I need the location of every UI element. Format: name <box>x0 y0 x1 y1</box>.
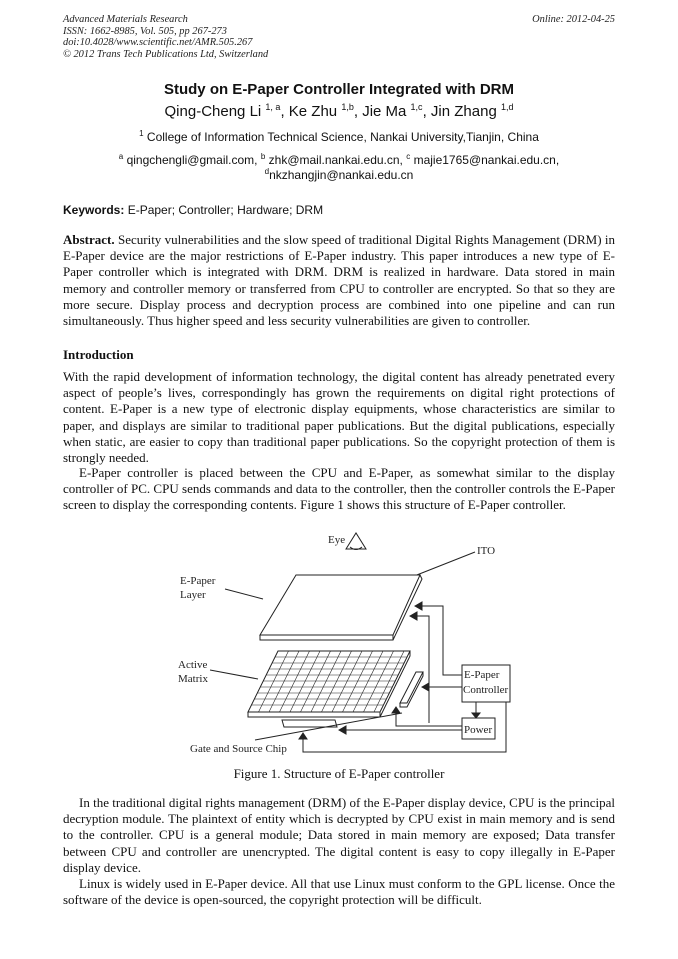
epaper-layer-shape <box>260 575 422 640</box>
copyright: © 2012 Trans Tech Publications Ltd, Switzerland <box>63 48 269 60</box>
svg-text:Controller: Controller <box>463 684 509 696</box>
svg-text:Layer: Layer <box>180 589 206 601</box>
arrow-icon <box>472 713 480 718</box>
svg-text:Matrix: Matrix <box>178 673 208 685</box>
journal-header <box>63 14 268 60</box>
author-sup: 1,d <box>500 102 514 112</box>
figure-caption: Figure 1. Structure of E-Paper controller <box>233 766 445 781</box>
paper-title: Study on E-Paper Controller Integrated with DRM <box>163 81 515 98</box>
keywords-text: E-Paper; Controller; Hardware; DRM <box>127 203 324 217</box>
arrow-icon <box>339 726 346 734</box>
svg-text:Power: Power <box>464 724 493 736</box>
author-name: Ke Zhu <box>288 103 338 120</box>
email-link[interactable]: nkzhangjin@nankai.edu.cn <box>269 168 414 182</box>
ito-label: ITO <box>477 545 496 557</box>
active-matrix-label: Active <box>178 659 208 671</box>
email-sup: d <box>264 167 270 176</box>
arrow-icon <box>299 733 307 739</box>
author-sup: 1,c <box>410 102 423 112</box>
abstract-text: Security vulnerabilities and the slow speed of traditional Digital Rights Management (DRM) in E-Paper device are the major restrictions of E-Paper industry. This paper introduces a new type of E-Paper controller which is integrated with DRM. DRM is realized in hardware. Data stored in main memory and controller memory or transferred from CPU to controller are encrypted. So that so they are more secure. Display process and decryption process are combined into one pipeline and can run simultaneously. Thus higher speed and less security vulnerabilities are given to controller. <box>63 232 616 329</box>
author-sup: 1,b <box>341 102 354 112</box>
email-list <box>0 153 678 183</box>
keywords <box>63 203 323 217</box>
gate-source-chip-label: Gate and Source Chip <box>190 743 287 755</box>
arrow-icon <box>392 707 400 713</box>
author-sup: 1, a <box>265 102 281 112</box>
email-link[interactable]: majie1765@nankai.edu.cn, <box>413 153 560 167</box>
intro-paragraph-2: E-Paper controller is placed between the CPU and E-Paper, as somewhat similar to the display controller of PC. CPU sends commands and data to the controller, then the controller controls the E-Paper screen to display the corresponding contents. Figure 1 shows this structure of E-Paper controller. <box>63 465 615 513</box>
affiliation-text: College of Information Technical Science, Nankai University,Tianjin, China <box>146 130 539 144</box>
journal-name: Advanced Materials Research <box>63 14 188 25</box>
email-link[interactable]: zhk@mail.nankai.edu.cn, <box>268 153 403 167</box>
email-sup: a <box>118 152 124 161</box>
author-list: Qing-Cheng Li $^{1, a}$, Ke Zhu $^{1,b}$, Jie Ma $^{1,c}$, Jin Zhang $^{1,d}$ <box>164 102 514 120</box>
eye-label: Eye <box>328 534 346 546</box>
affiliation-sup: 1 <box>139 129 144 138</box>
arrow-icon <box>410 612 417 620</box>
intro-paragraph-1: With the rapid development of information technology, the digital content has already penetrated every aspect of people’s lives, correspondingly has grown the requirements on digital right protections of content. E-Paper is a new type of electronic display equipments, whose characteristics are similar to paper, and displays are similar to traditional paper publications. But the digital publications, especially when static, are easier to copy than traditional paper publications. So the copyright protection of them is strongly needed. <box>63 369 615 466</box>
email-sup: b <box>260 152 266 161</box>
author-name: Qing-Cheng Li <box>164 103 262 120</box>
author-name: Jie Ma <box>362 103 407 120</box>
email-sup: c <box>406 152 411 161</box>
arrow-icon <box>415 602 422 610</box>
abstract <box>63 232 615 329</box>
online-date: Online: 2012-04-25 <box>532 14 615 25</box>
email-link[interactable]: qingchengli@gmail.com, <box>126 153 258 167</box>
author-name: Jin Zhang <box>430 103 497 120</box>
body-paragraph-1: In the traditional digital rights management (DRM) of the E-Paper display device, CPU is the principal decryption module. The plaintext of entity which is decrypted by CPU exist in main memory and is send to the controller. CPU is a general module; Data stored in main memory are exposed; Data transfer between CPU and controller are unencrypted. The digital content is easy to copy illegally in E-Paper display device. <box>63 795 615 875</box>
doi: doi:10.4028/www.scientific.net/AMR.505.267 <box>63 37 253 48</box>
figure-1-diagram <box>170 527 520 762</box>
keywords-label: Keywords: <box>63 203 125 217</box>
abstract-label: Abstract. <box>63 232 115 247</box>
issn: ISSN: 1662-8985, Vol. 505, pp 267-273 <box>63 25 227 37</box>
eye-icon <box>346 533 366 550</box>
arrow-icon <box>422 683 429 691</box>
active-matrix-grid <box>248 651 410 717</box>
svg-text:E-Paper: E-Paper <box>464 669 500 681</box>
section-heading-introduction: Introduction <box>63 347 134 362</box>
epaper-layer-label: E-Paper <box>180 575 216 587</box>
body-paragraph-2: Linux is widely used in E-Paper device. All that use Linux must conform to the GPL license. Once the software of the device is open-sourced, the copyright protection will be difficult. <box>63 876 615 908</box>
affiliation <box>0 130 678 144</box>
